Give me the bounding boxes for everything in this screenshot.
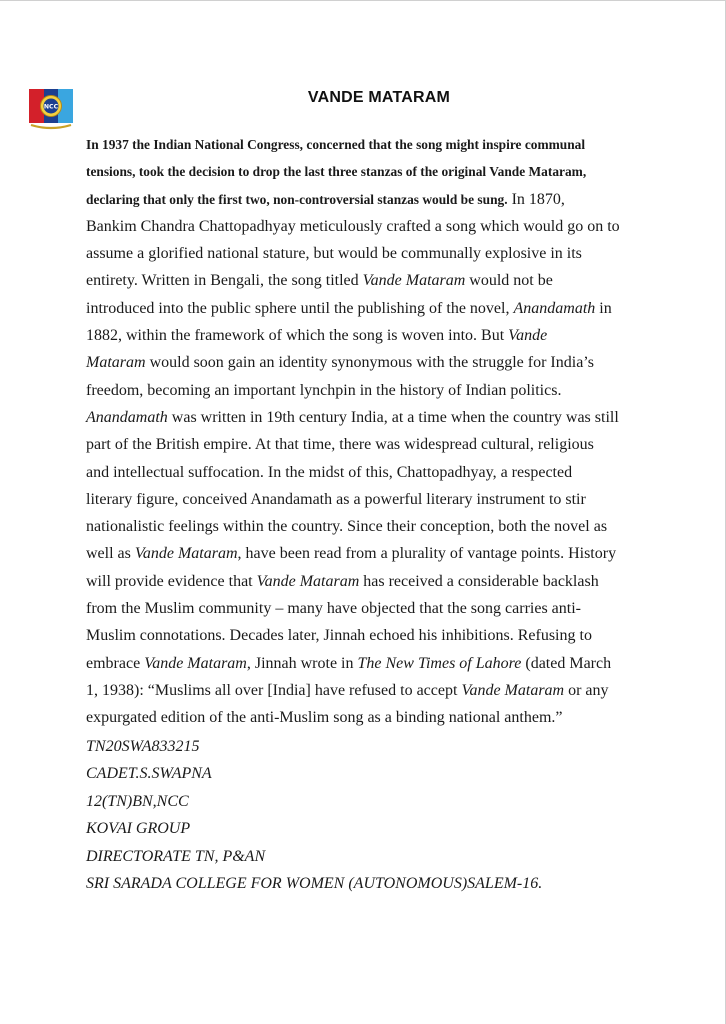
body-text-segment: would not be <box>465 272 553 290</box>
body-line <box>86 404 642 431</box>
body-line <box>86 322 642 349</box>
body-text-segment: , Jinnah wrote in <box>246 654 358 672</box>
body-line <box>86 377 642 404</box>
body-line <box>86 213 642 240</box>
body-text-segment: In 1870, <box>507 190 565 208</box>
body-line <box>86 131 642 158</box>
italic-text: Anandamath <box>513 299 596 317</box>
body-text-segment: Muslim connotations. Decades later, Jinnah echoed his inhibitions. Refusing to <box>86 627 592 645</box>
body-text-segment: well as <box>86 545 135 563</box>
body-text-segment: literary figure, conceived Anandamath as a powerful literary instrument to stir <box>86 490 586 508</box>
body-text-segment: (dated March <box>521 654 612 672</box>
body-text-segment: embrace <box>86 654 145 672</box>
body-line <box>86 186 642 213</box>
italic-text: Vande Mataram <box>144 654 247 672</box>
article-body <box>86 131 642 732</box>
italic-text: Vande Mataram <box>134 545 238 563</box>
italic-text: The New Times of Lahore <box>357 654 522 672</box>
body-text-segment: freedom, becoming an important lynchpin in the history of Indian politics. <box>86 381 562 399</box>
body-line <box>86 513 642 540</box>
body-line <box>86 158 642 185</box>
body-line <box>86 240 642 267</box>
body-text-segment: nationalistic feelings within the country. Since their conception, both the novel as <box>86 518 608 536</box>
body-text-segment: 1882, within the framework of which the song is woven into. But <box>86 327 509 345</box>
italic-text: Anandamath <box>86 408 168 426</box>
body-text-segment: 1, 1938): “Muslims all over [India] have refused to accept <box>86 681 462 699</box>
body-text-segment: , have been read from a plurality of vantage points. History <box>237 545 617 563</box>
body-line <box>86 486 642 513</box>
italic-text: Vande Mataram <box>362 272 466 290</box>
body-text-segment: assume a glorified national stature, but would be communally explosive in its <box>86 245 582 263</box>
body-text-segment: In 1937 the Indian National Congress, concerned that the song might inspire communal <box>86 137 586 152</box>
body-text-segment: in <box>595 299 612 317</box>
signature-line: TN20SWA833215 <box>86 738 200 755</box>
body-text-segment: part of the British empire. At that time, there was widespread cultural, religious <box>86 436 594 454</box>
page-title: VANDE MATARAM <box>307 89 451 106</box>
italic-text: Vande Mataram <box>256 572 360 590</box>
signature-line: KOVAI GROUP <box>86 820 191 838</box>
body-line <box>86 622 642 649</box>
body-text-segment: will provide evidence that <box>86 572 257 590</box>
body-line <box>86 349 642 376</box>
signature-block <box>86 733 542 897</box>
body-text-segment: entirety. Written in Bengali, the song titled <box>86 272 363 290</box>
body-line <box>86 568 642 595</box>
body-text-segment: tensions, took the decision to drop the last three stanzas of the original Vande Mataram, <box>86 164 587 180</box>
body-line <box>86 267 642 294</box>
italic-text: Vande Mataram <box>461 681 565 699</box>
signature-line: CADET.S.SWAPNA <box>86 765 212 783</box>
signature-line: SRI SARADA COLLEGE FOR WOMEN (AUTONOMOUS)SALEM-16. <box>86 875 543 893</box>
body-line <box>86 459 642 486</box>
body-text-segment: introduced into the public sphere until the publishing of the novel, <box>86 299 514 317</box>
signature-line: 12(TN)BN,NCC <box>86 792 189 810</box>
body-text-segment: has received a considerable backlash <box>359 572 599 590</box>
body-line <box>86 431 642 458</box>
body-text-segment: was written in 19th century India, at a time when the country was still <box>167 408 619 426</box>
body-line <box>86 540 642 567</box>
body-text-segment: would soon gain an identity synonymous with the struggle for India’s <box>145 354 594 372</box>
body-text-segment: or any <box>564 681 609 699</box>
body-text-segment: Bankim Chandra Chattopadhyay meticulously crafted a song which would go on to <box>86 217 620 235</box>
body-line <box>86 295 642 322</box>
italic-text: Mataram <box>86 354 146 372</box>
body-text-segment: and intellectual suffocation. In the midst of this, Chattopadhyay, a respected <box>86 463 573 481</box>
body-text-segment: from the Muslim community – many have objected that the song carries anti- <box>86 600 581 618</box>
body-line <box>86 677 642 704</box>
signature-line: DIRECTORATE TN, P&AN <box>86 847 266 865</box>
italic-text: Vande <box>508 327 548 345</box>
body-text-segment: declaring that only the first two, non-controversial stanzas would be sung. <box>86 191 508 207</box>
body-line <box>86 704 642 731</box>
body-line <box>86 595 642 622</box>
body-line <box>86 650 642 677</box>
logo-text: NCC <box>43 103 59 111</box>
body-text-segment: expurgated edition of the anti-Muslim song as a binding national anthem.” <box>86 709 563 727</box>
